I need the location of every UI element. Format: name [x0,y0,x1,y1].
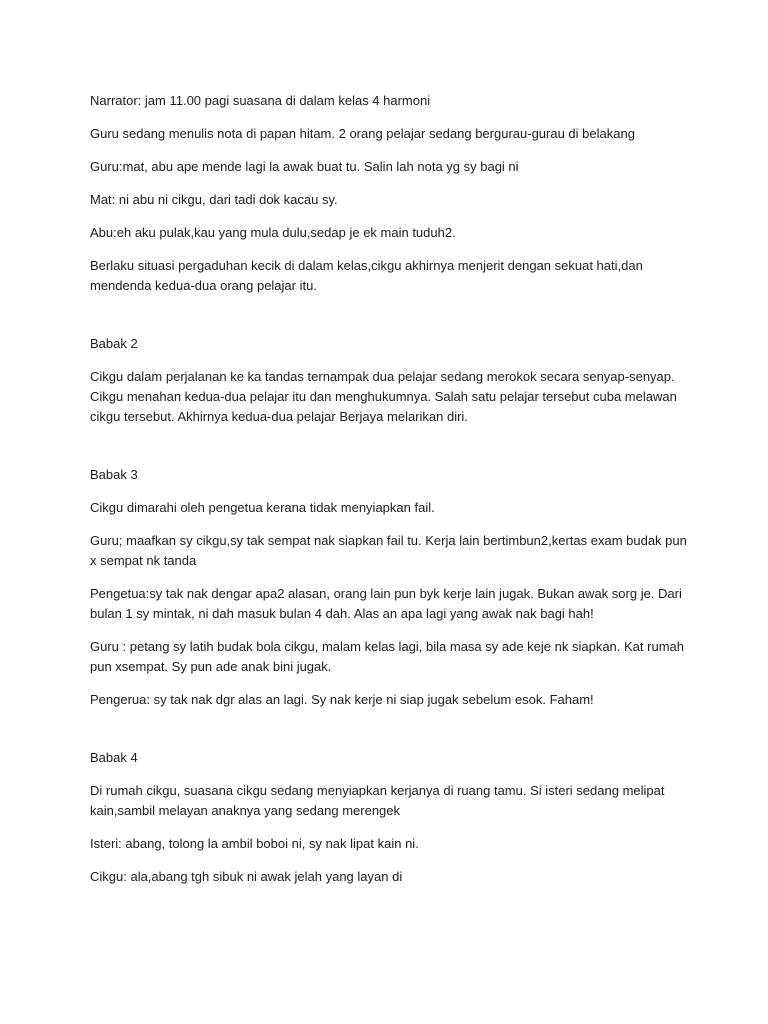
dialogue-line: Guru:mat, abu ape mende lagi la awak buat tu. Salin lah nota yg sy bagi ni [90,159,519,174]
scene-heading-babak-2: Babak 2 [90,336,138,351]
dialogue-line: Guru; maafkan sy cikgu,sy tak sempat nak siapkan fail tu. Kerja lain bertimbun2,kertas exam budak pun x sempat nk tanda [90,533,687,568]
dialogue-line: Guru : petang sy latih budak bola cikgu, malam kelas lagi, bila masa sy ade keje nk siapkan. Kat rumah pun xsempat. Sy pun ade anak bini jugak. [90,639,684,674]
scene-heading-babak-3: Babak 3 [90,467,138,482]
paragraph: Berlaku situasi pergaduhan kecik di dalam kelas,cikgu akhirnya menjerit dengan sekuat hati,dan mendenda kedua-dua orang pelajar itu. [90,258,643,293]
dialogue-line: Mat: ni abu ni cikgu, dari tadi dok kacau sy. [90,192,338,207]
narrator-line: Narrator: jam 11.00 pagi suasana di dalam kelas 4 harmoni [90,93,431,108]
paragraph: Cikgu dimarahi oleh pengetua kerana tidak menyiapkan fail. [90,500,435,515]
dialogue-line: Pengerua: sy tak nak dgr alas an lagi. Sy nak kerje ni siap jugak sebelum esok. Faham! [90,692,594,707]
paragraph: Guru sedang menulis nota di papan hitam. 2 orang pelajar sedang bergurau-gurau di belakang [90,126,635,141]
document-body [90,91,690,900]
dialogue-line: Abu:eh aku pulak,kau yang mula dulu,sedap je ek main tuduh2. [90,225,456,240]
paragraph: Cikgu dalam perjalanan ke ka tandas ternampak dua pelajar sedang merokok secara senyap-senyap. Cikgu menahan kedua-dua pelajar itu dan menghukumnya. Salah satu pelajar tersebut cuba melawan cikgu tersebut. Akhirnya kedua-dua pelajar Berjaya melarikan diri. [90,369,677,424]
dialogue-line: Pengetua:sy tak nak dengar apa2 alasan, orang lain pun byk kerje lain jugak. Bukan awak sorg je. Dari bulan 1 sy mintak, ni dah masuk bulan 4 dah. Alas an apa lagi yang awak nak bagi hah! [90,586,682,621]
scene-heading-babak-4: Babak 4 [90,750,138,765]
paragraph: Di rumah cikgu, suasana cikgu sedang menyiapkan kerjanya di ruang tamu. Si isteri sedang melipat kain,sambil melayan anaknya yang sedang merengek [90,783,665,818]
dialogue-line: Isteri: abang, tolong la ambil boboi ni, sy nak lipat kain ni. [90,836,419,851]
dialogue-line: Cikgu: ala,abang tgh sibuk ni awak jelah yang layan di [90,869,403,884]
